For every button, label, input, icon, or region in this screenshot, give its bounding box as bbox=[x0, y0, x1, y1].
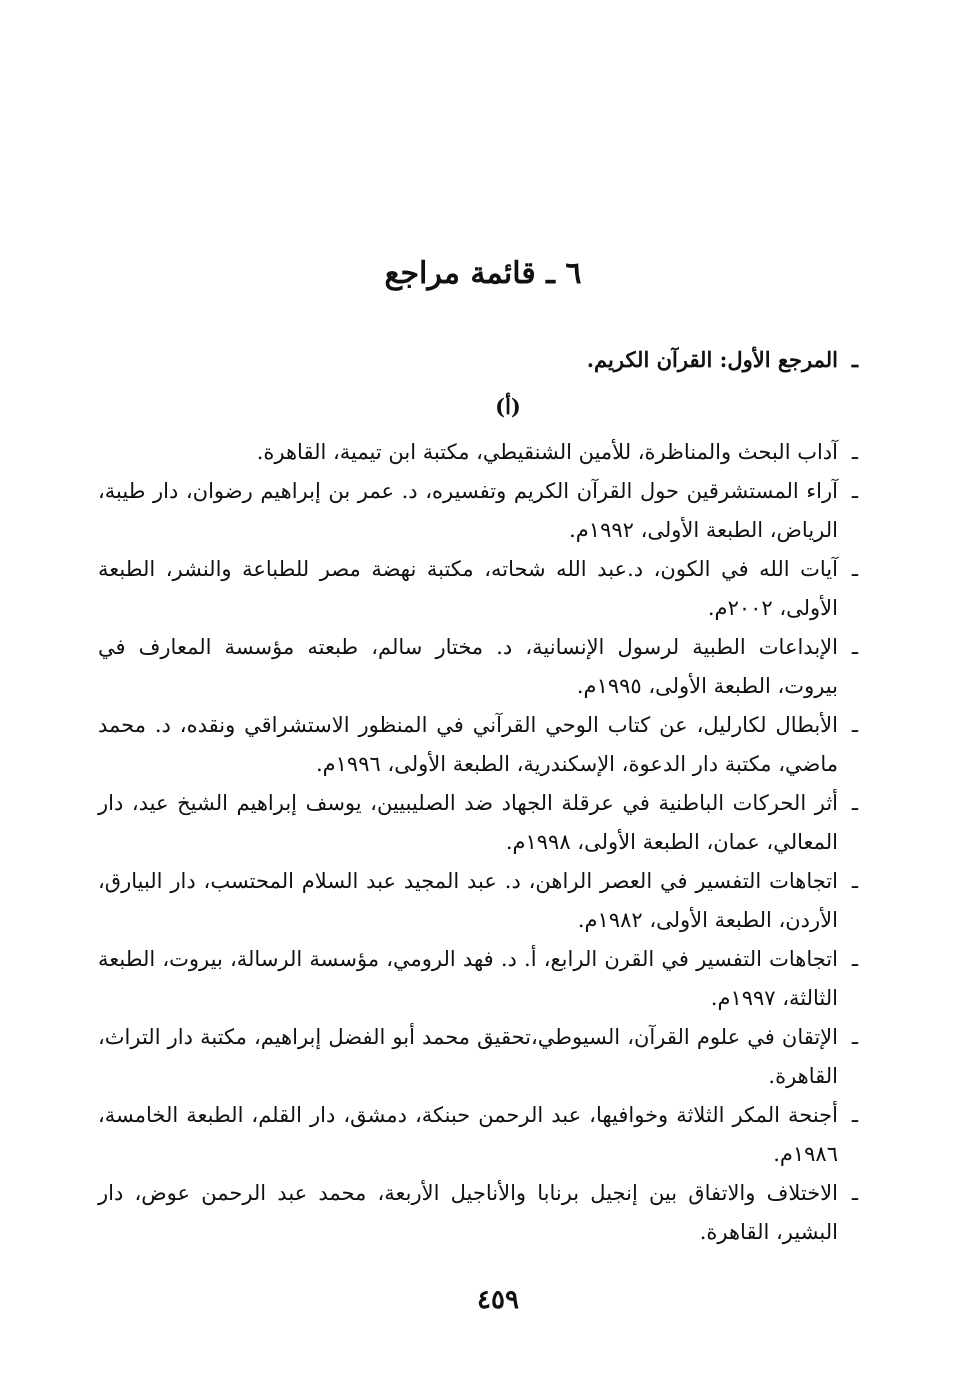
reference-item bbox=[98, 628, 858, 706]
reference-item bbox=[98, 706, 858, 784]
reference-text: الأبطال لكارليل، عن كتاب الوحي القرآني في المنظور الاستشراقي ونقده، د. محمد ماضي، مكتبة دار الدعوة، الإسكندرية، الطبعة الأولى، ١٩٩٦م. bbox=[98, 713, 838, 776]
reference-item bbox=[98, 433, 858, 472]
reference-text: أجنحة المكر الثلاثة وخوافيها، عبد الرحمن حبنكة، دمشق، دار القلم، الطبعة الخامسة، ١٩٨٦م. bbox=[98, 1103, 838, 1166]
reference-item bbox=[98, 784, 858, 862]
page-number: ٤٥٩ bbox=[477, 1285, 519, 1315]
primary-reference-text: المرجع الأول: القرآن الكريم. bbox=[586, 347, 838, 372]
bullet-dash: ـ bbox=[851, 635, 858, 659]
bullet-dash: ـ bbox=[851, 479, 858, 503]
reference-item bbox=[98, 1096, 858, 1174]
references-section bbox=[98, 340, 858, 1252]
bullet-dash: ـ bbox=[851, 1103, 858, 1127]
reference-item bbox=[98, 550, 858, 628]
reference-text: الإتقان في علوم القرآن، السيوطي،تحقيق محمد أبو الفضل إبراهيم، مكتبة دار التراث، القاهرة. bbox=[98, 1025, 838, 1088]
bullet-dash: ـ bbox=[851, 347, 858, 372]
reference-text: أثر الحركات الباطنية في عرقلة الجهاد ضد الصليبيين، يوسف إبراهيم الشيخ عيد، دار المعالي، عمان، الطبعة الأولى، ١٩٩٨م. bbox=[98, 791, 838, 854]
reference-item bbox=[98, 1018, 858, 1096]
reference-text: آيات الله في الكون، د.عبد الله شحاته، مكتبة نهضة مصر للطباعة والنشر، الطبعة الأولى، ٢٠٠٢م. bbox=[98, 557, 838, 620]
reference-text: الإبداعات الطبية لرسول الإنسانية، د. مختار سالم، طبعته مؤسسة المعارف في بيروت، الطبعة الأولى، ١٩٩٥م. bbox=[98, 635, 838, 698]
reference-text: آداب البحث والمناظرة، للأمين الشنقيطي، مكتبة ابن تيمية، القاهرة. bbox=[256, 440, 838, 464]
chapter-title: ٦ ـ قائمة مراجع bbox=[384, 256, 582, 291]
bullet-dash: ـ bbox=[851, 557, 858, 581]
reference-text: آراء المستشرقين حول القرآن الكريم وتفسيره، د. عمر بن إبراهيم رضوان، دار طيبة، الرياض، الطبعة الأولى، ١٩٩٢م. bbox=[98, 479, 838, 542]
reference-text: اتجاهات التفسير في القرن الرابع، أ. د. فهد الرومي، مؤسسة الرسالة، بيروت، الطبعة الثالثة، ١٩٩٧م. bbox=[98, 947, 838, 1010]
bullet-dash: ـ bbox=[851, 1025, 858, 1049]
reference-text: اتجاهات التفسير في العصر الراهن، د. عبد المجيد عبد السلام المحتسب، دار البيارق، الأردن، الطبعة الأولى، ١٩٨٢م. bbox=[98, 869, 838, 932]
reference-list bbox=[98, 433, 858, 1252]
reference-item bbox=[98, 472, 858, 550]
primary-reference bbox=[98, 340, 858, 379]
bullet-dash: ـ bbox=[851, 1181, 858, 1205]
bullet-dash: ـ bbox=[851, 869, 858, 893]
reference-item bbox=[98, 940, 858, 1018]
bullet-dash: ـ bbox=[851, 713, 858, 737]
reference-text: الاختلاف والاتفاق بين إنجيل برنابا والأناجيل الأربعة، محمد عبد الرحمن عوض، دار البشير، القاهرة. bbox=[98, 1181, 838, 1244]
bullet-dash: ـ bbox=[851, 791, 858, 815]
reference-item bbox=[98, 862, 858, 940]
reference-item bbox=[98, 1174, 858, 1252]
bullet-dash: ـ bbox=[851, 947, 858, 971]
section-letter-heading: (أ) bbox=[495, 394, 521, 419]
bullet-dash: ـ bbox=[851, 440, 858, 464]
